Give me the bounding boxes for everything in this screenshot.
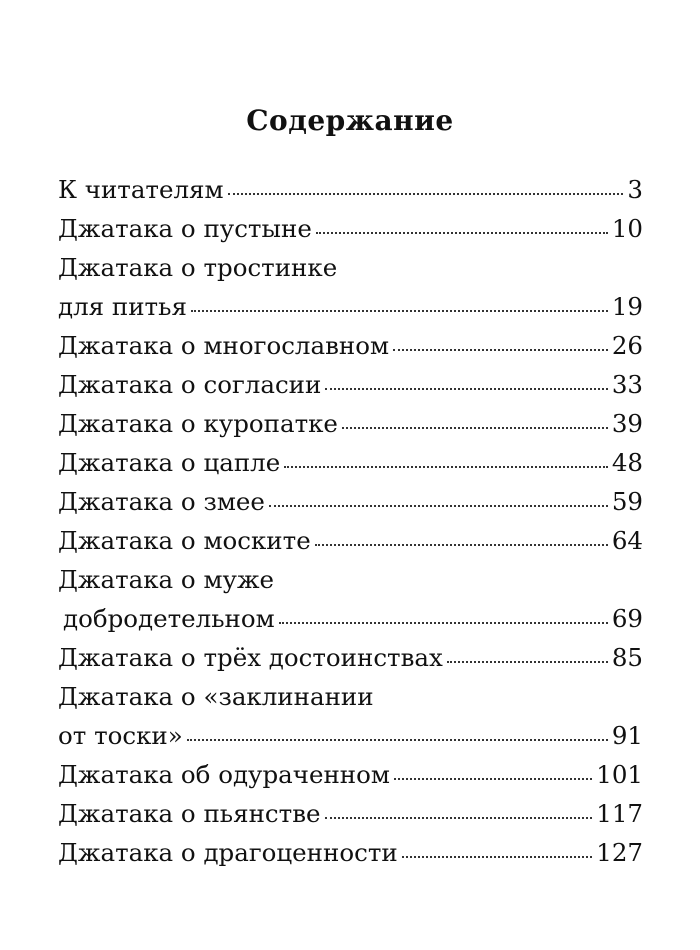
toc-entry-title: Джатака о драгоценности: [58, 838, 398, 867]
toc-line: [58, 638, 643, 677]
page-title: Содержание: [246, 104, 454, 137]
toc-line: [58, 794, 643, 833]
toc-page-number: 91: [611, 721, 643, 750]
toc-entry-title: Джатака о пустыне: [58, 214, 312, 243]
toc-entry: [58, 482, 643, 521]
toc-entry-title: Джатака о цапле: [58, 448, 281, 477]
toc-line: [58, 209, 643, 248]
toc-line: [58, 170, 643, 209]
dot-leader: [316, 232, 608, 234]
toc-line: [58, 599, 643, 638]
toc-entry: [58, 560, 643, 638]
toc-line: [58, 287, 643, 326]
toc-entry: [58, 677, 643, 755]
toc-page-number: 10: [611, 214, 643, 243]
dot-leader: [284, 466, 608, 468]
toc-entry: [58, 209, 643, 248]
toc-line: [58, 404, 643, 443]
dot-leader: [228, 193, 624, 195]
toc-page-number: 26: [611, 331, 643, 360]
toc-page-number: 117: [596, 799, 643, 828]
toc-entry-title: Джатака о змее: [58, 487, 265, 516]
toc-entry: [58, 443, 643, 482]
toc-entry: [58, 170, 643, 209]
dot-leader: [325, 817, 593, 819]
toc-entry-title: Джатака о моските: [58, 526, 311, 555]
toc-entry-title: Джатака о многославном: [58, 331, 390, 360]
toc-line: [58, 482, 643, 521]
toc-page-number: 127: [596, 838, 643, 867]
toc-line: [58, 248, 643, 287]
toc-line: [58, 326, 643, 365]
toc-entry: [58, 755, 643, 794]
toc-page-number: 48: [611, 448, 643, 477]
toc-entry: [58, 638, 643, 677]
toc-line: [58, 677, 643, 716]
dot-leader: [279, 622, 608, 624]
dot-leader: [315, 544, 608, 546]
toc-page-number: 59: [611, 487, 643, 516]
toc-line: [58, 560, 643, 599]
toc-entry: [58, 365, 643, 404]
toc-entry-title: Джатака о тростинке: [58, 253, 338, 282]
toc-line: [58, 716, 643, 755]
toc-entry-title: Джатака о «заклинании: [58, 682, 374, 711]
dot-leader: [394, 778, 592, 780]
toc-entry-title-continued: добродетельном: [63, 604, 275, 633]
toc-page-number: 64: [611, 526, 643, 555]
toc-entry: [58, 521, 643, 560]
toc-entry: [58, 326, 643, 365]
toc-line: [58, 443, 643, 482]
toc-entry: [58, 794, 643, 833]
toc-entry-title: Джатака о куропатке: [58, 409, 338, 438]
dot-leader: [447, 661, 608, 663]
dot-leader: [191, 310, 608, 312]
toc-page-number: 39: [611, 409, 643, 438]
toc-line: [58, 755, 643, 794]
table-of-contents: [58, 170, 643, 872]
toc-entry-title: К читателям: [58, 175, 224, 204]
dot-leader: [393, 349, 608, 351]
toc-page-number: 33: [611, 370, 643, 399]
toc-line: [58, 833, 643, 872]
dot-leader: [269, 505, 608, 507]
toc-entry-title: Джатака о согласии: [58, 370, 322, 399]
toc-entry-title: Джатака о муже: [58, 565, 274, 594]
dot-leader: [342, 427, 608, 429]
toc-entry-title: Джатака о трёх достоинствах: [58, 643, 443, 672]
toc-line: [58, 521, 643, 560]
toc-page-number: 69: [611, 604, 643, 633]
toc-page-number: 101: [596, 760, 643, 789]
toc-entry-title-continued: от тоски»: [58, 721, 183, 750]
toc-entry-title: Джатака об одураченном: [58, 760, 390, 789]
toc-page-number: 85: [611, 643, 643, 672]
toc-entry: [58, 833, 643, 872]
toc-line: [58, 365, 643, 404]
toc-entry-title: Джатака о пьянстве: [58, 799, 321, 828]
dot-leader: [187, 739, 608, 741]
toc-entry: [58, 404, 643, 443]
toc-entry: [58, 248, 643, 326]
toc-entry-title-continued: для питья: [58, 292, 187, 321]
dot-leader: [402, 856, 593, 858]
toc-page-number: 19: [611, 292, 643, 321]
dot-leader: [325, 388, 607, 390]
toc-page-number: 3: [627, 175, 643, 204]
